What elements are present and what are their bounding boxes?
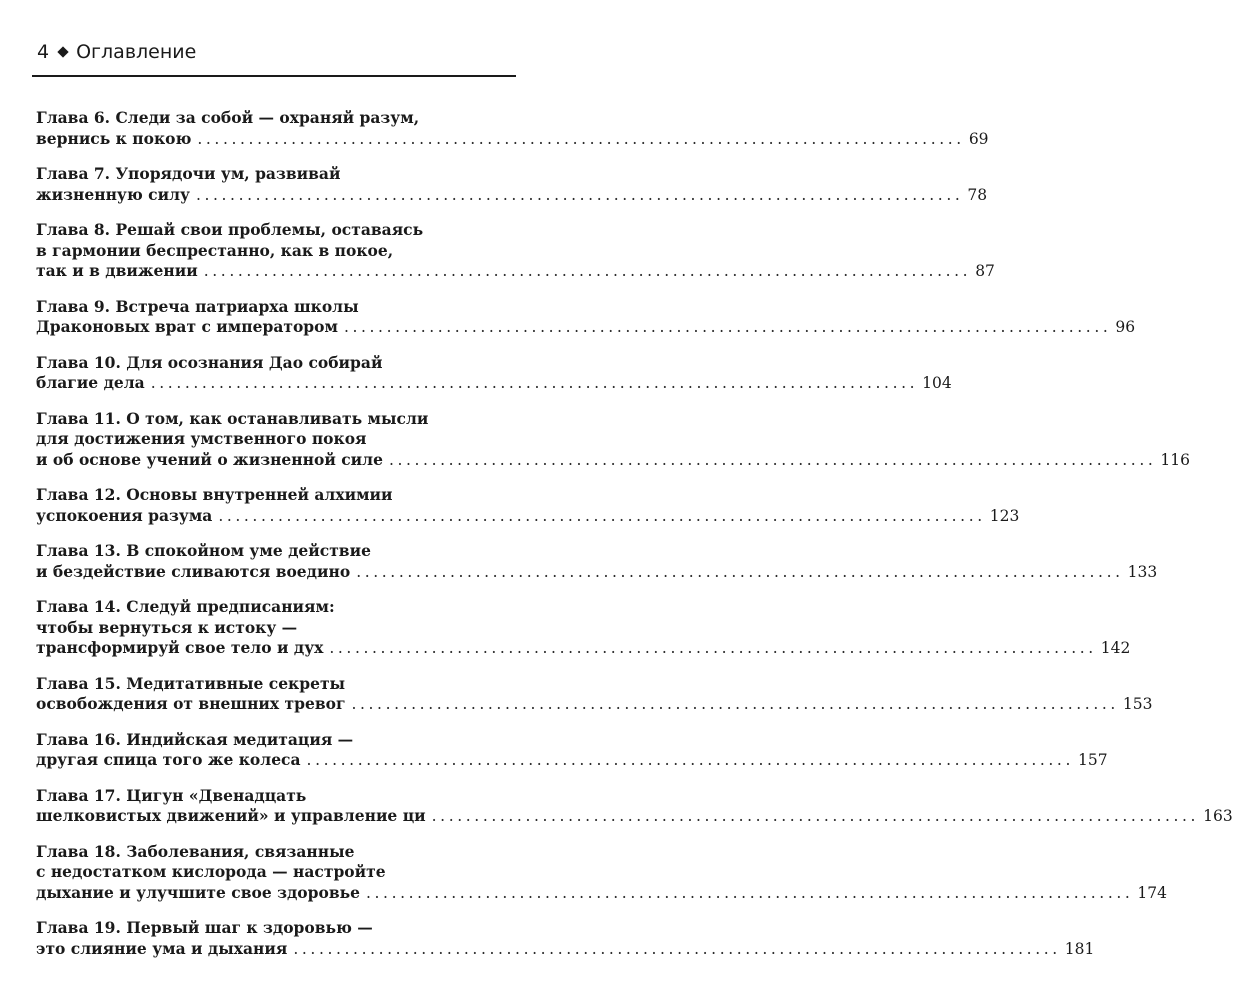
- toc-entry-line: Глава 18. Заболевания, связанные: [36, 841, 355, 861]
- dot-leader: ..........................................................................................: [218, 506, 986, 525]
- toc-entry-last-line: [36, 938, 1095, 960]
- toc-entry-line: Глава 14. Следуй предписаниям:: [36, 597, 335, 616]
- dot-leader: ..........................................................................................: [203, 262, 972, 280]
- toc-entry-line: Глава 6. Следи за собой — охраняй разум,: [36, 108, 420, 127]
- toc-entry-line: в гармонии беспрестанно, как в покое,: [36, 240, 394, 260]
- toc-entry[interactable]: [36, 352, 952, 394]
- running-header: [37, 40, 196, 64]
- header-rule: [32, 75, 516, 77]
- toc-page-number: 104: [922, 374, 952, 392]
- toc-entry-line: шелковистых движений» и управление ци: [36, 806, 426, 825]
- toc-entry[interactable]: [36, 220, 995, 282]
- dot-leader: ..........................................................................................: [356, 562, 1124, 581]
- toc-entry[interactable]: [36, 296, 1136, 338]
- toc-entry[interactable]: [36, 918, 1095, 959]
- toc-entry-line: так и в движении: [36, 261, 198, 280]
- toc-entry-line: чтобы вернуться к истоку —: [36, 617, 298, 637]
- toc-entry[interactable]: [36, 841, 1168, 904]
- toc-page-number: 123: [989, 506, 1020, 525]
- toc-entry[interactable]: [36, 729, 1108, 771]
- dot-leader: ..........................................................................................: [351, 695, 1119, 713]
- toc-entry-last-line: [36, 128, 989, 150]
- toc-entry-line: вернись к покою: [36, 128, 192, 148]
- toc-entry-line: Глава 7. Упорядочи ум, развивай: [36, 164, 341, 183]
- toc-entry-line: для достижения умственного покоя: [36, 429, 367, 448]
- toc-entry[interactable]: [36, 164, 988, 205]
- toc-entry-last-line: [36, 505, 1020, 527]
- dot-leader: ..........................................................................................: [388, 450, 1157, 469]
- toc-entry[interactable]: [36, 485, 1020, 526]
- dot-leader: ..........................................................................................: [306, 751, 1074, 769]
- toc-entry-line: с недостатком кислорода — настройте: [36, 862, 386, 881]
- page-number: 4: [37, 41, 50, 63]
- toc-entry[interactable]: [36, 541, 1158, 582]
- toc-page-number: 96: [1115, 318, 1136, 336]
- toc-entry-line: и бездействие сливаются воедино: [36, 561, 351, 581]
- dot-leader: ..........................................................................................: [197, 129, 965, 148]
- toc-entry-last-line: [36, 806, 1233, 827]
- toc-page-number: 174: [1137, 883, 1168, 902]
- table-of-contents: [36, 108, 1233, 974]
- dot-leader: ..........................................................................................: [343, 318, 1112, 336]
- toc-entry-line: трансформируй свое тело и дух: [36, 638, 324, 657]
- toc-entry-line: Глава 11. О том, как останавливать мысли: [36, 408, 429, 428]
- toc-entry-line: Глава 19. Первый шаг к здоровью —: [36, 918, 373, 937]
- toc-entry-line: Глава 10. Для осознания Дао собирай: [36, 352, 383, 372]
- toc-entry-line: и об основе учений о жизненной силе: [36, 449, 383, 469]
- toc-entry-line: Глава 13. В спокойном уме действие: [36, 541, 371, 560]
- toc-entry-line: Глава 9. Встреча патриарха школы: [36, 296, 359, 316]
- diamond-bullet-icon: [57, 46, 68, 57]
- toc-entry-last-line: [36, 184, 988, 206]
- toc-entry[interactable]: [36, 597, 1131, 659]
- toc-page-number: 157: [1077, 751, 1108, 769]
- toc-entry-line: Глава 8. Решай свои проблемы, оставаясь: [36, 220, 424, 239]
- toc-entry-line: это слияние ума и дыхания: [36, 938, 288, 958]
- toc-page-number: 116: [1160, 450, 1190, 469]
- toc-entry-line: дыхание и улучшите свое здоровье: [36, 882, 360, 902]
- toc-entry-line: Драконовых врат с императором: [36, 317, 338, 336]
- toc-page-number: 163: [1203, 807, 1233, 825]
- toc-entry-line: другая спица того же колеса: [36, 750, 301, 769]
- toc-entry-line: Глава 15. Медитативные секреты: [36, 673, 346, 693]
- dot-leader: ..........................................................................................: [195, 185, 964, 204]
- toc-entry-last-line: [36, 373, 952, 394]
- toc-entry-line: Глава 12. Основы внутренней алхимии: [36, 485, 393, 504]
- toc-page-number: 142: [1100, 639, 1131, 657]
- toc-entry[interactable]: [36, 785, 1233, 827]
- dot-leader: ..........................................................................................: [365, 883, 1134, 902]
- toc-entry-line: Глава 16. Индийская медитация —: [36, 729, 354, 749]
- toc-page-number: 181: [1064, 939, 1095, 958]
- dot-leader: ..........................................................................................: [150, 374, 919, 392]
- toc-entry-last-line: [36, 449, 1190, 471]
- toc-page-number: 69: [968, 129, 989, 148]
- toc-entry-last-line: [36, 561, 1158, 583]
- toc-page-number: 133: [1127, 562, 1158, 581]
- dot-leader: ..........................................................................................: [431, 807, 1200, 825]
- toc-entry-line: освобождения от внешних тревог: [36, 694, 346, 713]
- toc-entry-line: Глава 17. Цигун «Двенадцать: [36, 785, 307, 805]
- toc-entry-last-line: [36, 317, 1136, 338]
- toc-entry-last-line: [36, 882, 1168, 904]
- toc-entry[interactable]: [36, 673, 1153, 715]
- toc-page-number: 87: [975, 262, 995, 280]
- toc-entry-line: успокоения разума: [36, 505, 213, 525]
- toc-entry[interactable]: [36, 408, 1190, 471]
- toc-entry-line: благие дела: [36, 373, 145, 392]
- header-title: Оглавление: [76, 41, 197, 63]
- dot-leader: ..........................................................................................: [329, 639, 1097, 657]
- toc-entry-last-line: [36, 261, 995, 282]
- toc-entry[interactable]: [36, 108, 989, 149]
- toc-entry-last-line: [36, 638, 1131, 659]
- toc-page-number: 153: [1122, 695, 1153, 713]
- toc-entry-last-line: [36, 750, 1108, 771]
- dot-leader: ..........................................................................................: [293, 939, 1061, 958]
- toc-entry-last-line: [36, 694, 1153, 715]
- toc-page-number: 78: [967, 185, 988, 204]
- toc-entry-line: жизненную силу: [36, 184, 190, 204]
